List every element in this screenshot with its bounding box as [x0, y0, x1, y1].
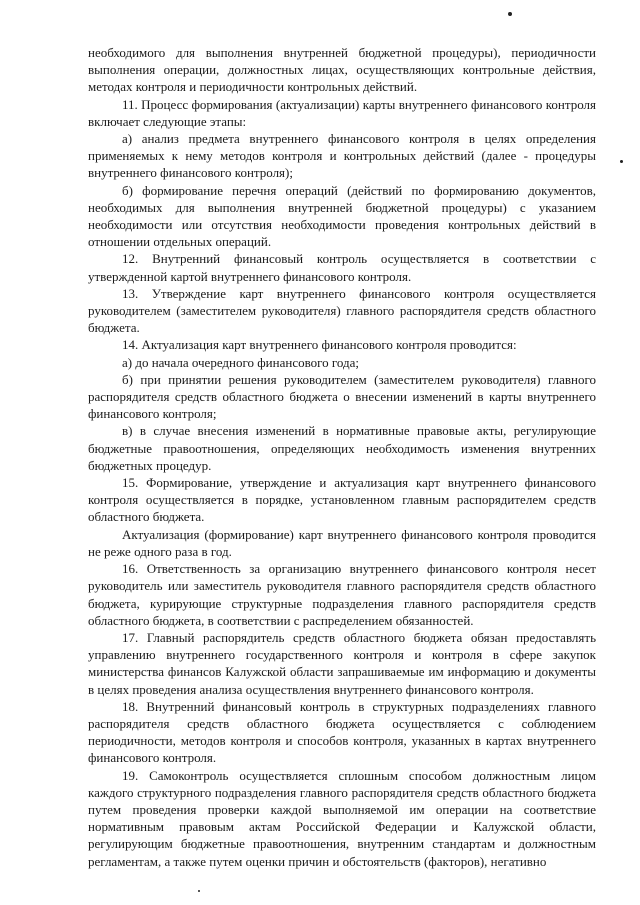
- scan-speck: [620, 160, 623, 163]
- paragraph-subitem-b: б) формирование перечня операций (действий по формированию документов, необходимых для выполнения внутренней бюджетной процедуры) с указанием необходимости или отсутствия необходимости проведения контрольных действий в отношении отдельных операций.: [88, 182, 596, 250]
- paragraph-item-16: 16. Ответственность за организацию внутреннего финансового контроля несет руководитель или заместитель руководителя главного распорядителя средств областного бюджета, курирующие структурные подразделения главного распорядителя средств областного бюджета, в соответствии с распределением обязанностей.: [88, 561, 596, 628]
- paragraph-item-12: 12. Внутренний финансовый контроль осуществляется в соответствии с утвержденной картой внутреннего финансового контроля.: [88, 251, 596, 284]
- paragraph-item-15-note: Актуализация (формирование) карт внутреннего финансового контроля проводится не реже одного раза в год.: [88, 526, 596, 559]
- paragraph-item-15: 15. Формирование, утверждение и актуализация карт внутреннего финансового контроля осуществляется в порядке, установленном главным распорядителем средств областного бюджета.: [88, 475, 596, 525]
- paragraph-subitem-b: б) при принятии решения руководителем (заместителем руководителя) главного распорядителя средств областного бюджета о внесении изменений в карты внутреннего финансового контроля;: [88, 371, 596, 422]
- paragraph-subitem-a: а) до начала очередного финансового года;: [122, 354, 360, 370]
- scan-speck: [508, 12, 512, 16]
- paragraph-continuation: необходимого для выполнения внутренней бюджетной процедуры), периодичности выполнения операции, должностных лицах, осуществляющих контрольные действия, методах контроля и периодичности контрольных действий.: [88, 45, 596, 95]
- paragraph-subitem-v: в) в случае внесения изменений в нормативные правовые акты, регулирующие бюджетные правоотношения, определяющих необходимость изменения внутренних бюджетных процедур.: [88, 423, 596, 473]
- scan-speck: [198, 890, 200, 892]
- paragraph-item-18: 18. Внутренний финансовый контроль в структурных подразделениях главного распорядителя средств областного бюджета осуществляется с соблюдением периодичности, методов контроля и способов контроля, указанных в картах внутреннего финансового контроля.: [88, 698, 596, 766]
- paragraph-item-19: 19. Самоконтроль осуществляется сплошным способом должностным лицом каждого структурного подразделения главного распорядителя средств областного бюджета путем проведения проверки каждой выполняемой им операции на соответствие нормативным правовым актам Российской Федерации и Калужской области, регулирующим бюджетные правоотношения, внутренним стандартам и должностным регламентам, а также путем оценки причин и обстоятельств (факторов), негативно: [88, 767, 596, 869]
- paragraph-item-14: 14. Актуализация карт внутреннего финансового контроля проводится:: [122, 337, 517, 353]
- paragraph-item-17: 17. Главный распорядитель средств областного бюджета обязан предоставлять управлению внутреннего государственного контроля и контроля в сфере закупок министерства финансов Калужской области запрашиваемые им информацию и документы в целях проведения анализа осуществления внутреннего финансового контроля.: [88, 629, 596, 697]
- paragraph-item-11: 11. Процесс формирования (актуализации) карты внутреннего финансового контроля включает следующие этапы:: [88, 96, 596, 129]
- document-body: [88, 44, 596, 870]
- paragraph-item-13: 13. Утверждение карт внутреннего финансового контроля осуществляется руководителем (заместителем руководителя) главного распорядителя средств областного бюджета.: [88, 285, 596, 336]
- paragraph-subitem-a: а) анализ предмета внутреннего финансового контроля в целях определения применяемых к нему методов контроля и контрольных действий (далее - процедуры внутреннего финансового контроля);: [88, 131, 596, 181]
